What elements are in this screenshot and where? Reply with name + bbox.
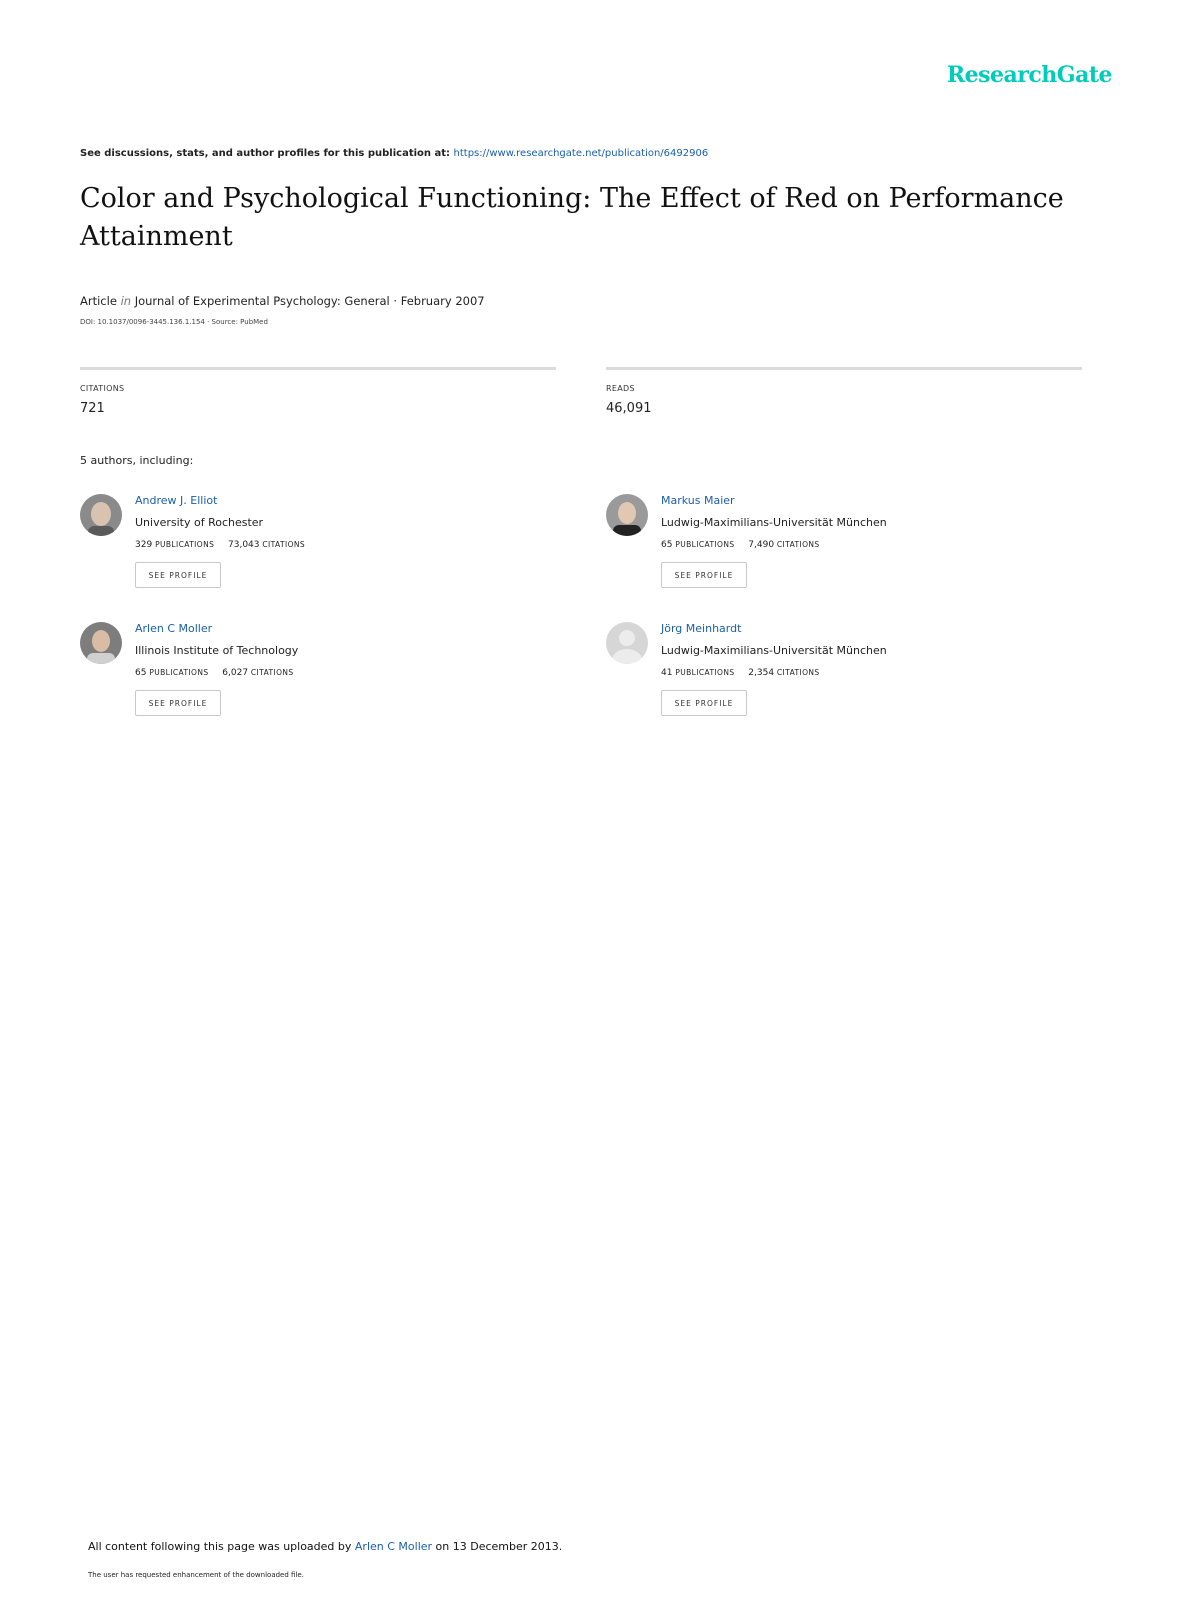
citations-count: 6,027	[222, 668, 249, 678]
citations-label: CITATIONS	[776, 540, 820, 549]
in-word: in	[120, 294, 132, 308]
upload-suffix: on 13 December 2013.	[435, 1540, 563, 1553]
publications-label: PUBLICATIONS	[675, 540, 735, 549]
publications-count: 329	[135, 540, 153, 550]
see-profile-button[interactable]: SEE PROFILE	[661, 690, 747, 716]
citations-count: 7,490	[748, 540, 775, 550]
author-institution: Ludwig-Maximilians-Universität München	[661, 644, 887, 657]
article-title: Color and Psychological Functioning: The Effect of Red on Performance Attainment	[80, 183, 1064, 252]
citations-label: CITATIONS	[262, 540, 306, 549]
author-photo-icon[interactable]	[606, 494, 648, 536]
publication-url-link[interactable]: https://www.researchgate.net/publication/6492906	[453, 148, 709, 159]
enhancement-note: The user has requested enhancement of the downloaded file.	[88, 1571, 304, 1579]
author-institution: University of Rochester	[135, 516, 264, 529]
citations-label: CITATIONS	[250, 668, 294, 677]
publications-count: 65	[661, 540, 673, 550]
author-name-link[interactable]: Jörg Meinhardt	[661, 622, 742, 635]
header-see-text: See discussions, stats, and author profiles for this publication at:	[80, 148, 451, 159]
researchgate-logo[interactable]: ResearchGate	[946, 62, 1112, 88]
author-name-link[interactable]: Markus Maier	[661, 494, 735, 507]
default-avatar-icon[interactable]	[606, 622, 648, 664]
citations-label: CITATIONS	[776, 668, 820, 677]
citations-count: 73,043	[228, 540, 260, 550]
header-see-line	[80, 148, 708, 159]
upload-note	[88, 1540, 562, 1553]
citations-count: 2,354	[748, 668, 775, 678]
author-institution: Ludwig-Maximilians-Universität München	[661, 516, 887, 529]
author-name-link[interactable]: Andrew J. Elliot	[135, 494, 218, 507]
publications-count: 41	[661, 668, 673, 678]
author-photo-icon[interactable]	[80, 622, 122, 664]
reads-label: READS	[606, 384, 635, 393]
publications-label: PUBLICATIONS	[149, 668, 209, 677]
publications-label: PUBLICATIONS	[155, 540, 215, 549]
author-stats	[661, 540, 820, 550]
publications-label: PUBLICATIONS	[675, 668, 735, 677]
reads-divider	[606, 367, 1082, 370]
author-card-meinhardt	[606, 622, 1066, 732]
citations-divider	[80, 367, 556, 370]
doi-line: DOI: 10.1037/0096-3445.136.1.154 · Source: PubMed	[80, 318, 268, 326]
article-type: Article	[80, 294, 117, 308]
citations-label: CITATIONS	[80, 384, 125, 393]
see-profile-button[interactable]: SEE PROFILE	[135, 562, 221, 588]
author-institution: Illinois Institute of Technology	[135, 644, 299, 657]
author-card-maier	[606, 494, 1066, 604]
author-photo-icon[interactable]	[80, 494, 122, 536]
see-profile-button[interactable]: SEE PROFILE	[661, 562, 747, 588]
author-stats	[135, 540, 305, 550]
author-name-link[interactable]: Arlen C Moller	[135, 622, 213, 635]
author-stats	[135, 668, 294, 678]
author-card-elliot	[80, 494, 540, 604]
citations-value: 721	[80, 401, 105, 416]
see-profile-button[interactable]: SEE PROFILE	[135, 690, 221, 716]
journal-line: Journal of Experimental Psychology: General · February 2007	[134, 294, 485, 308]
author-stats	[661, 668, 820, 678]
article-meta	[80, 294, 485, 308]
authors-heading: 5 authors, including:	[80, 454, 194, 467]
author-card-moller	[80, 622, 540, 732]
uploader-link[interactable]: Arlen C Moller	[354, 1540, 433, 1553]
upload-prefix: All content following this page was uploaded by	[88, 1540, 352, 1553]
reads-value: 46,091	[606, 401, 652, 416]
publications-count: 65	[135, 668, 147, 678]
